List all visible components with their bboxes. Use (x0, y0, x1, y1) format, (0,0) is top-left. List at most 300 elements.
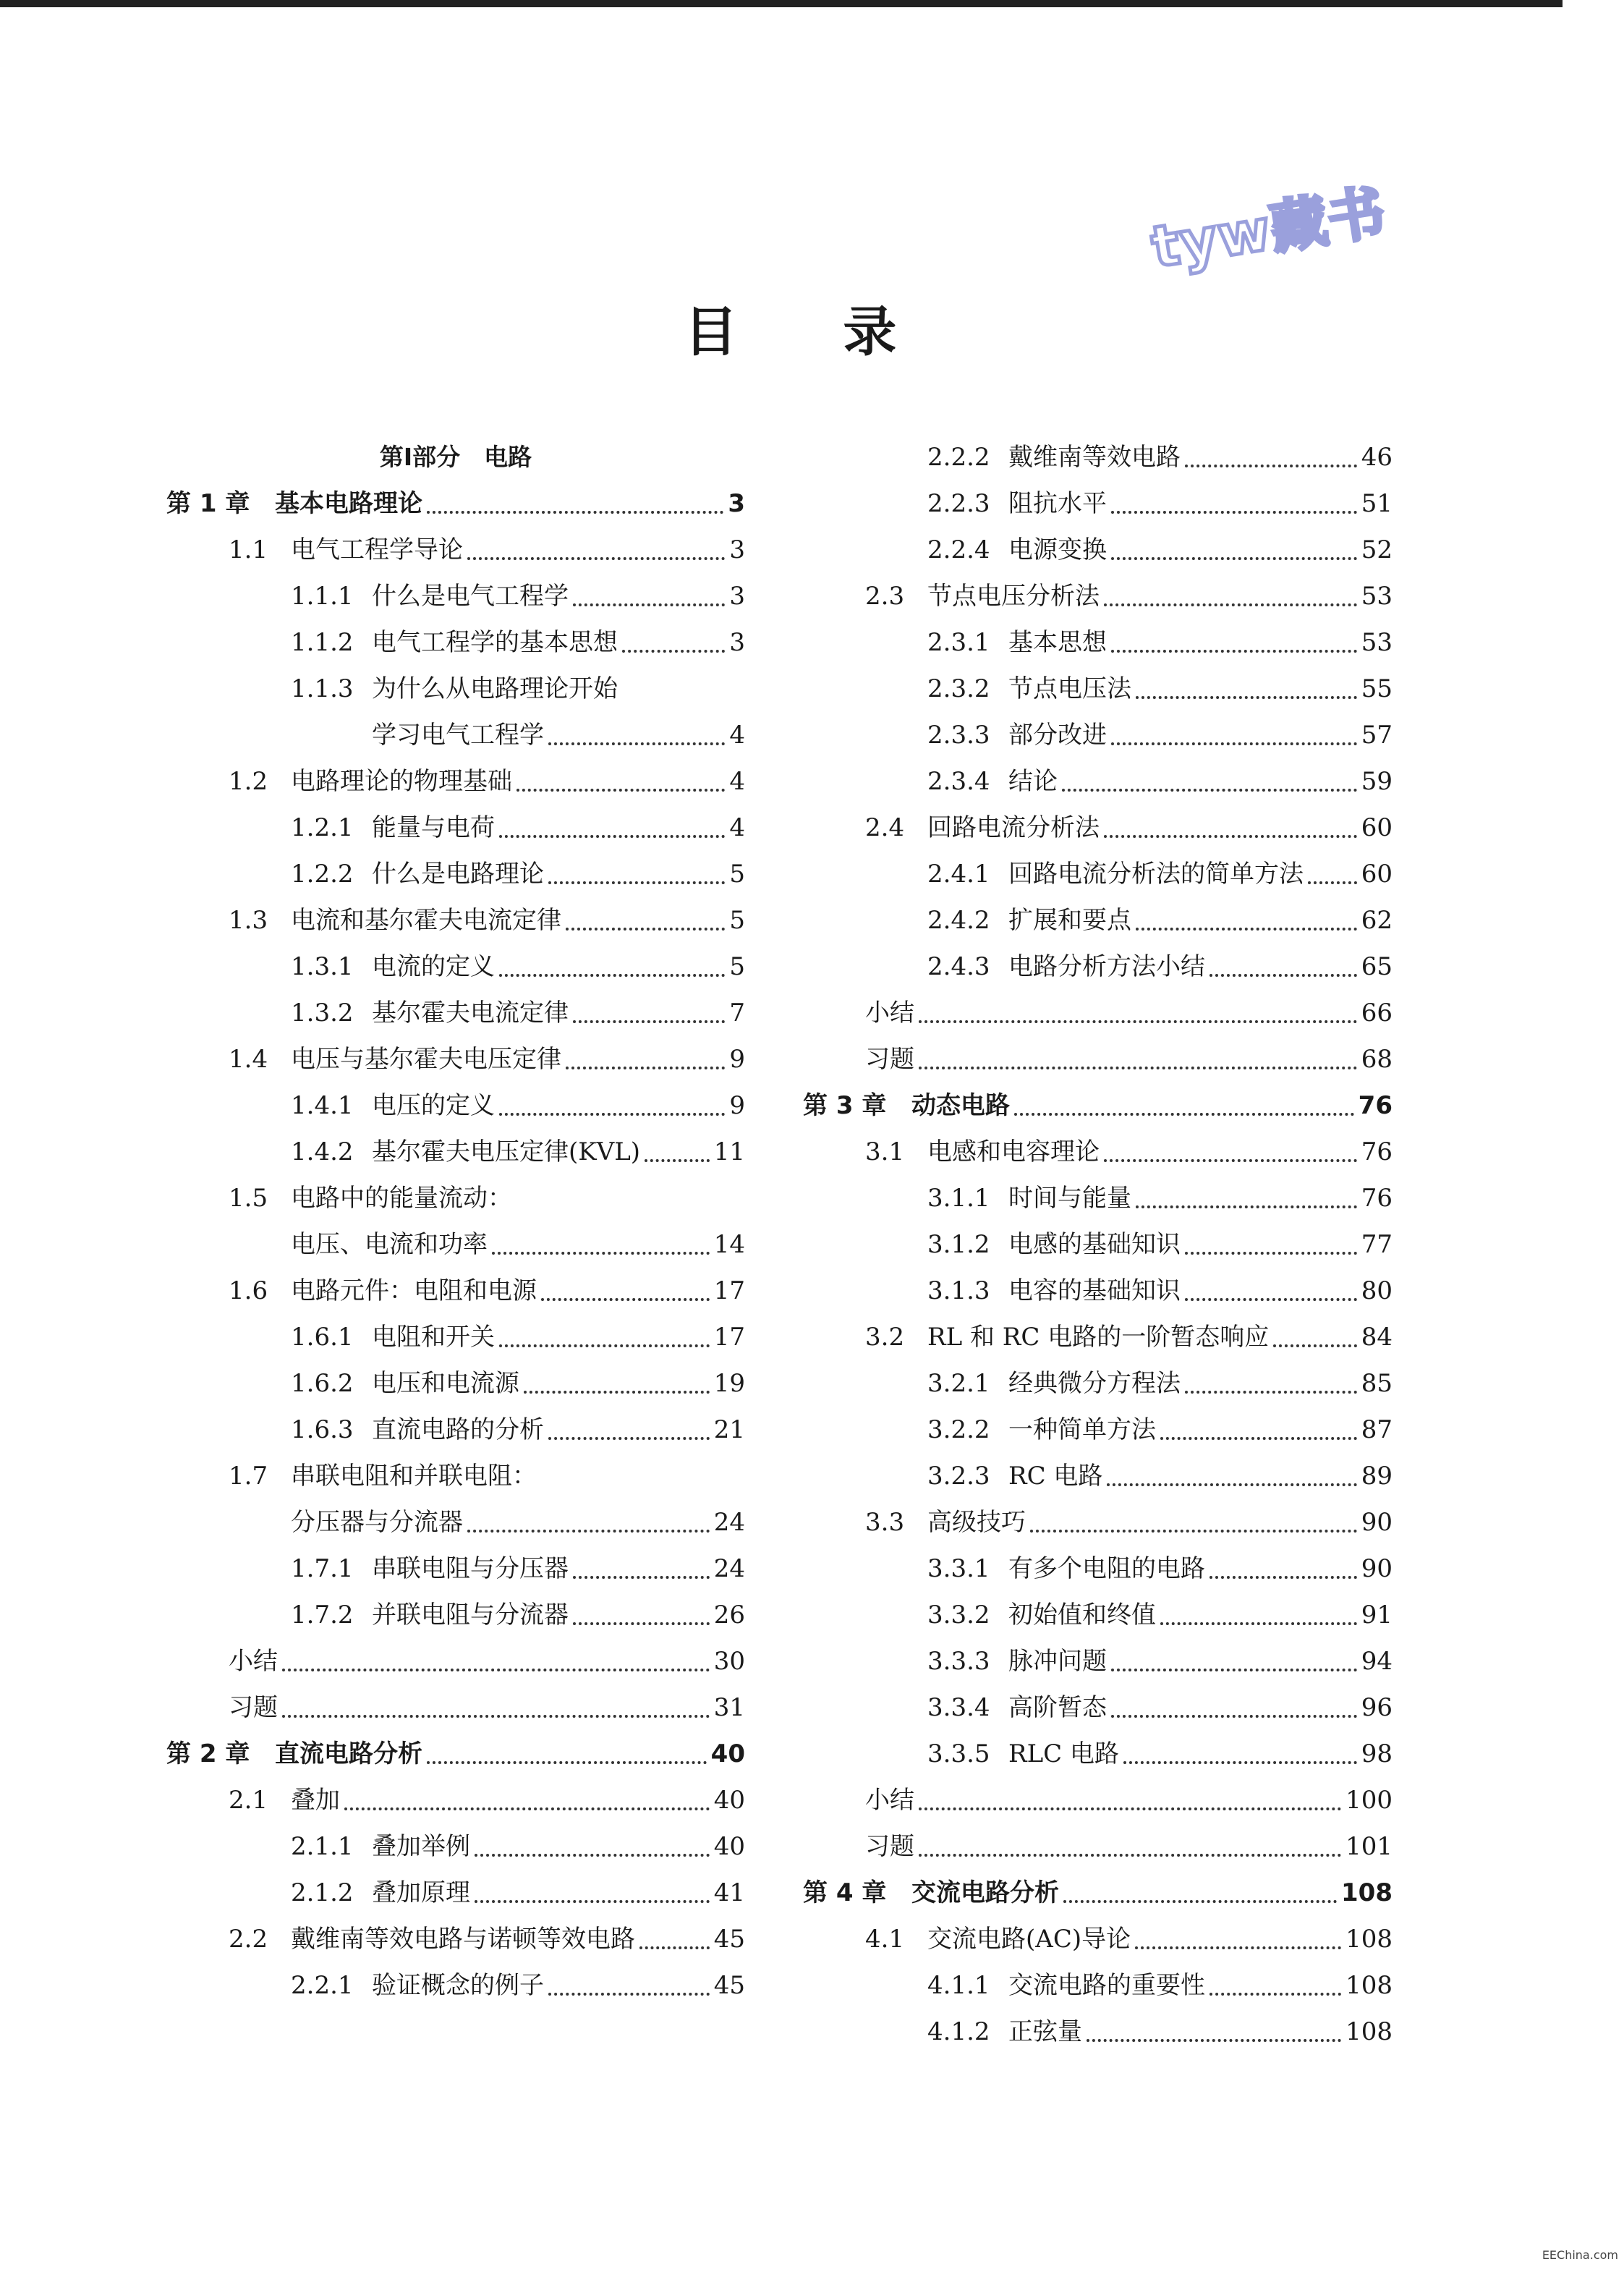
toc-title: 叠加举例 (372, 1832, 470, 1861)
toc-entry-row[interactable] (803, 1175, 1393, 1221)
toc-entry-row[interactable] (166, 1407, 745, 1453)
toc-number: 4.1.2 (927, 2017, 990, 2046)
toc-title: 什么是电路理论 (372, 860, 544, 889)
toc-page-number: 98 (1361, 1739, 1393, 1768)
toc-page-number: 90 (1361, 1554, 1393, 1583)
toc-number: 1.3 (229, 906, 268, 935)
toc-title: 正弦量 (1008, 2017, 1082, 2046)
toc-title: 习题 (865, 1045, 914, 1074)
toc-title: 电气工程学的基本思想 (372, 628, 618, 657)
toc-entry-row[interactable] (166, 1546, 745, 1592)
toc-title: 什么是电气工程学 (372, 582, 569, 611)
toc-number: 2.3.3 (927, 721, 990, 750)
dot-leader (492, 1252, 710, 1255)
toc-number: 1.4.1 (291, 1091, 354, 1120)
dot-leader (1063, 1900, 1337, 1903)
toc-page-number: 96 (1361, 1693, 1393, 1722)
dot-leader (1136, 1205, 1357, 1208)
toc-entry-row[interactable] (166, 851, 745, 897)
toc-entry-row[interactable] (166, 1453, 745, 1499)
dot-leader (1160, 1622, 1357, 1625)
toc-title: 电阻和开关 (372, 1323, 495, 1352)
toc-entry-row[interactable] (803, 1823, 1393, 1870)
toc-chapter-row[interactable] (803, 1870, 1393, 1916)
toc-page-number: 91 (1361, 1601, 1393, 1629)
toc-number: 2.1.1 (291, 1832, 354, 1861)
toc-title: 交流电路分析 (911, 1878, 1059, 1907)
toc-title: 节点电压分析法 (927, 582, 1100, 611)
toc-page-number: 55 (1361, 674, 1393, 703)
toc-number: 1.6.1 (291, 1323, 354, 1352)
toc-entry-row[interactable] (803, 1684, 1393, 1731)
toc-title: 电压、电流和功率 (291, 1230, 488, 1259)
toc-entry-row[interactable] (166, 1129, 745, 1175)
toc-page-number: 76 (1361, 1184, 1393, 1213)
dot-leader (1087, 2039, 1341, 2042)
toc-entry-row[interactable] (166, 1592, 745, 1638)
toc-entry-row[interactable] (166, 1823, 745, 1870)
dot-leader (1185, 465, 1357, 467)
toc-entry-row[interactable] (803, 666, 1393, 712)
toc-entry-row[interactable] (803, 1268, 1393, 1314)
toc-entry-row[interactable] (803, 990, 1393, 1036)
toc-title: 小结 (229, 1647, 278, 1676)
toc-number: 1.2.1 (291, 813, 354, 842)
dot-leader (1210, 1576, 1357, 1579)
toc-entry-row[interactable] (166, 1221, 745, 1268)
toc-page-number: 17 (713, 1276, 745, 1305)
toc-page-number: 60 (1361, 813, 1393, 842)
toc-entry-row[interactable] (803, 851, 1393, 897)
toc-entry-row[interactable] (803, 1638, 1393, 1684)
toc-number: 1.1.3 (291, 674, 354, 703)
toc-number: 1.6 (229, 1276, 268, 1305)
toc-page-number: 4 (729, 767, 745, 796)
dot-leader (344, 1807, 710, 1810)
toc-title: 直流电路的分析 (372, 1415, 544, 1444)
toc-page-number: 41 (713, 1878, 745, 1907)
toc-title: 电感的基础知识 (1008, 1230, 1181, 1259)
toc-number: 3.3 (865, 1508, 905, 1537)
dot-leader (1185, 1391, 1357, 1394)
toc-number: 3.1 (865, 1137, 905, 1166)
toc-entry-row[interactable] (166, 1870, 745, 1916)
dot-leader (1210, 1993, 1341, 1996)
toc-page-number: 60 (1361, 860, 1393, 889)
toc-page-number: 108 (1345, 1971, 1393, 2000)
toc-title: 叠加 (291, 1786, 340, 1815)
toc-entry-row[interactable] (803, 1499, 1393, 1546)
toc-title: RLC 电路 (1008, 1739, 1119, 1768)
toc-entry-row[interactable] (166, 990, 745, 1036)
dot-leader (1030, 1530, 1357, 1533)
toc-number: 1.1.2 (291, 628, 354, 657)
toc-entry-row[interactable] (803, 434, 1393, 480)
dot-leader (1104, 1159, 1357, 1162)
toc-entry-row[interactable] (803, 527, 1393, 573)
toc-page-number: 77 (1361, 1230, 1393, 1259)
toc-number: 第 2 章 (166, 1739, 250, 1768)
toc-page-number: 108 (1345, 1925, 1393, 1954)
toc-title: 电流和基尔霍夫电流定律 (291, 906, 561, 935)
toc-entry-row[interactable] (166, 573, 745, 619)
toc-title: 小结 (865, 1786, 914, 1815)
toc-entry-row[interactable] (803, 1360, 1393, 1407)
toc-page-number: 59 (1361, 767, 1393, 796)
toc-page-number: 9 (729, 1045, 745, 1074)
toc-page-number: 65 (1361, 952, 1393, 981)
toc-entry-row[interactable] (803, 712, 1393, 758)
toc-number: 1.3.1 (291, 952, 354, 981)
dot-leader (1111, 742, 1357, 745)
toc-number: 2.2.2 (927, 443, 990, 472)
toc-number: 2.1 (229, 1786, 268, 1815)
toc-title: 部分改进 (1008, 721, 1107, 750)
toc-title: 基本电路理论 (275, 489, 422, 518)
toc-title: 脉冲问题 (1008, 1647, 1107, 1676)
dot-leader (645, 1159, 710, 1162)
toc-entry-row[interactable] (803, 1036, 1393, 1082)
toc-entry-row[interactable] (166, 805, 745, 851)
dot-leader (524, 1391, 710, 1394)
toc-number: 1.1.1 (291, 582, 354, 611)
toc-number: 2.4 (865, 813, 905, 842)
toc-number: 3.3.2 (927, 1601, 990, 1629)
toc-title: RC 电路 (1008, 1462, 1103, 1491)
toc-entry-row[interactable] (803, 1962, 1393, 2009)
dot-leader (573, 603, 725, 606)
toc-entry-row[interactable] (803, 2009, 1393, 2055)
toc-title: 电路中的能量流动： (291, 1184, 512, 1213)
toc-entry-row[interactable] (166, 1314, 745, 1360)
toc-entry-row[interactable] (166, 1916, 745, 1962)
toc-number: 1.7.2 (291, 1601, 354, 1629)
toc-entry-row[interactable] (166, 1360, 745, 1407)
dot-leader (573, 1020, 725, 1023)
toc-entry-row[interactable] (803, 480, 1393, 527)
toc-title: 高阶暂态 (1008, 1693, 1107, 1722)
toc-number: 第 3 章 (803, 1091, 887, 1120)
toc-page-number: 7 (729, 999, 745, 1027)
dot-leader (566, 928, 725, 931)
dot-leader (499, 1344, 710, 1347)
toc-page-number: 80 (1361, 1276, 1393, 1305)
toc-number: 2.3.4 (927, 767, 990, 796)
toc-page-number: 87 (1361, 1415, 1393, 1444)
toc-page-number: 45 (713, 1971, 745, 2000)
dot-leader (548, 742, 725, 745)
toc-number: 1.7.1 (291, 1554, 354, 1583)
toc-number: 1.5 (229, 1184, 268, 1213)
toc-title: 分压器与分流器 (291, 1508, 463, 1537)
part-heading: 第Ⅰ部分 电路 (379, 443, 532, 471)
toc-page-number: 3 (729, 535, 745, 564)
toc-page-number: 5 (729, 860, 745, 889)
toc-title: 结论 (1008, 767, 1058, 796)
toc-page-number: 57 (1361, 721, 1393, 750)
toc-column-right (803, 434, 1393, 2055)
toc-entry-row[interactable] (803, 1314, 1393, 1360)
dot-leader (1123, 1761, 1357, 1764)
toc-title: 小结 (865, 999, 914, 1027)
toc-page-number: 52 (1361, 535, 1393, 564)
toc-title: 学习电气工程学 (372, 721, 544, 750)
toc-number: 1.1 (229, 535, 268, 564)
dot-leader (1273, 1344, 1357, 1347)
dot-leader (573, 1622, 710, 1625)
dot-leader (1136, 928, 1357, 931)
toc-title: 扩展和要点 (1008, 906, 1131, 935)
top-rule (0, 0, 1563, 7)
toc-page-number: 62 (1361, 906, 1393, 935)
toc-title: 时间与能量 (1008, 1184, 1131, 1213)
toc-title: 电路元件：电阻和电源 (291, 1276, 537, 1305)
toc-entry-row[interactable] (803, 944, 1393, 990)
dot-leader (1135, 1946, 1341, 1949)
toc-title: 为什么从电路理论开始 (372, 674, 618, 703)
toc-chapter-row[interactable] (803, 1082, 1393, 1129)
toc-number: 2.2.4 (927, 535, 990, 564)
toc-page-number: 30 (713, 1647, 745, 1676)
toc-number: 1.6.3 (291, 1415, 354, 1444)
toc-title: 叠加原理 (372, 1878, 470, 1907)
toc-entry-row[interactable] (166, 666, 745, 712)
dot-leader (467, 557, 725, 560)
toc-entry-row[interactable] (803, 1731, 1393, 1777)
toc-number: 1.2.2 (291, 860, 354, 889)
toc-entry-row[interactable] (803, 1407, 1393, 1453)
toc-title: 电路分析方法小结 (1008, 952, 1205, 981)
toc-page-number: 100 (1345, 1786, 1393, 1815)
toc-entry-row[interactable] (166, 527, 745, 573)
dot-leader (1014, 1113, 1354, 1116)
toc-page-number: 4 (729, 721, 745, 750)
toc-page-number: 14 (713, 1230, 745, 1259)
toc-entry-row[interactable] (803, 1777, 1393, 1823)
toc-title: 直流电路分析 (275, 1739, 422, 1768)
toc-chapter-row[interactable] (166, 480, 745, 527)
toc-entry-row[interactable] (803, 1592, 1393, 1638)
toc-entry-row[interactable] (166, 1638, 745, 1684)
toc-entry-row[interactable] (166, 1777, 745, 1823)
dot-leader (1111, 1669, 1357, 1671)
dot-leader (1104, 603, 1357, 606)
toc-title: 电流的定义 (372, 952, 495, 981)
toc-entry-row[interactable] (166, 1684, 745, 1731)
toc-title: 基尔霍夫电流定律 (372, 999, 569, 1027)
toc-page-number: 101 (1345, 1832, 1393, 1861)
toc-number: 2.2.1 (291, 1971, 354, 2000)
dot-leader (548, 1437, 710, 1440)
toc-page-number: 51 (1361, 489, 1393, 518)
toc-number: 3.2.3 (927, 1462, 990, 1491)
dot-leader (499, 835, 725, 838)
toc-entry-row[interactable] (803, 619, 1393, 666)
toc-number: 1.3.2 (291, 999, 354, 1027)
toc-entry-row[interactable] (166, 897, 745, 944)
toc-page-number: 21 (713, 1415, 745, 1444)
dot-leader (622, 650, 725, 653)
toc-title: 节点电压法 (1008, 674, 1131, 703)
toc-number: 3.3.1 (927, 1554, 990, 1583)
dot-leader (1111, 557, 1357, 560)
toc-page-number: 3 (729, 628, 745, 657)
toc-title: 串联电阻与分压器 (372, 1554, 569, 1583)
toc-number: 3.1.1 (927, 1184, 990, 1213)
toc-title: 经典微分方程法 (1008, 1369, 1181, 1398)
toc-entry-row[interactable] (166, 1499, 745, 1546)
toc-page-number: 11 (713, 1137, 745, 1166)
footer-site: EEChina.com (1542, 2248, 1618, 2262)
toc-title: 基本思想 (1008, 628, 1107, 657)
toc-page-number: 108 (1341, 1878, 1393, 1907)
dot-leader (919, 1807, 1341, 1810)
toc-page-number: 9 (729, 1091, 745, 1120)
toc-page-number: 108 (1345, 2017, 1393, 2046)
toc-entry-row[interactable] (803, 1221, 1393, 1268)
dot-leader (1136, 696, 1357, 699)
toc-title: 有多个电阻的电路 (1008, 1554, 1205, 1583)
toc-page-number: 40 (713, 1832, 745, 1861)
dot-leader (573, 1576, 710, 1579)
toc-number: 1.4.2 (291, 1137, 354, 1166)
dot-leader (499, 974, 725, 977)
toc-page-number: 89 (1361, 1462, 1393, 1491)
toc-number: 第 1 章 (166, 489, 250, 518)
dot-leader (1308, 881, 1357, 884)
toc-title: 能量与电荷 (372, 813, 495, 842)
toc-title: 串联电阻和并联电阻： (291, 1462, 537, 1491)
dot-leader (427, 511, 723, 514)
toc-page-number: 53 (1361, 582, 1393, 611)
toc-title: 一种简单方法 (1008, 1415, 1156, 1444)
toc-title: 戴维南等效电路 (1008, 443, 1181, 472)
toc-entry-row[interactable] (803, 1916, 1393, 1962)
toc-number: 3.2.2 (927, 1415, 990, 1444)
toc-entry-row[interactable] (803, 1453, 1393, 1499)
toc-number: 3.3.5 (927, 1739, 990, 1768)
toc-entry-row[interactable] (166, 1175, 745, 1221)
dot-leader (1107, 1483, 1356, 1486)
toc-page-number: 90 (1361, 1508, 1393, 1537)
toc-title: 戴维南等效电路与诺顿等效电路 (291, 1925, 635, 1954)
toc-number: 1.7 (229, 1462, 268, 1491)
toc-entry-row[interactable] (803, 1129, 1393, 1175)
toc-entry-row[interactable] (166, 1036, 745, 1082)
toc-number: 2.4.1 (927, 860, 990, 889)
dot-leader (475, 1854, 710, 1857)
toc-title: 交流电路(AC)导论 (927, 1925, 1131, 1954)
toc-page-number: 24 (713, 1554, 745, 1583)
dot-leader (475, 1900, 710, 1903)
dot-leader (1185, 1252, 1357, 1255)
page-title: 目 录 (684, 301, 940, 363)
toc-page-number: 76 (1358, 1091, 1393, 1120)
dot-leader (548, 1993, 710, 1996)
toc-title: 习题 (229, 1693, 278, 1722)
dot-leader (516, 789, 725, 792)
toc-title: 初始值和终值 (1008, 1601, 1156, 1629)
toc-page-number: 4 (729, 813, 745, 842)
toc-title: 交流电路的重要性 (1008, 1971, 1205, 2000)
toc-title: 回路电流分析法的简单方法 (1008, 860, 1304, 889)
toc-title: 电压和电流源 (372, 1369, 519, 1398)
toc-page-number: 31 (713, 1693, 745, 1722)
toc-entry-row[interactable] (166, 944, 745, 990)
toc-number: 2.3.2 (927, 674, 990, 703)
dot-leader (548, 881, 725, 884)
dot-leader (919, 1854, 1341, 1857)
toc-page-number: 17 (713, 1323, 745, 1352)
toc-entry-row[interactable] (803, 1546, 1393, 1592)
toc-entry-row[interactable] (166, 1082, 745, 1129)
dot-leader (919, 1020, 1357, 1023)
toc-entry-row[interactable] (803, 805, 1393, 851)
toc-number: 3.2 (865, 1323, 905, 1352)
toc-title: 电源变换 (1008, 535, 1107, 564)
toc-number: 1.4 (229, 1045, 268, 1074)
toc-entry-row[interactable] (166, 1962, 745, 2009)
toc-title: 电气工程学导论 (291, 535, 463, 564)
toc-entry-row[interactable] (803, 897, 1393, 944)
toc-entry-row[interactable] (166, 1268, 745, 1314)
dot-leader (282, 1715, 710, 1718)
toc-page-number: 68 (1361, 1045, 1393, 1074)
toc-page-number: 53 (1361, 628, 1393, 657)
toc-title: 回路电流分析法 (927, 813, 1100, 842)
toc-page-number: 24 (713, 1508, 745, 1537)
toc-page-number: 94 (1361, 1647, 1393, 1676)
toc-number: 2.3.1 (927, 628, 990, 657)
toc-entry-row[interactable] (803, 758, 1393, 805)
toc-page-number: 76 (1361, 1137, 1393, 1166)
toc-page-number: 85 (1361, 1369, 1393, 1398)
toc-page-number: 40 (713, 1786, 745, 1815)
dot-leader (1111, 1715, 1357, 1718)
toc-number: 4.1 (865, 1925, 905, 1954)
dot-leader (1185, 1298, 1357, 1301)
toc-number: 3.1.2 (927, 1230, 990, 1259)
toc-number: 2.4.2 (927, 906, 990, 935)
toc-page-number: 26 (713, 1601, 745, 1629)
dot-leader (1062, 789, 1357, 792)
toc-title: 电感和电容理论 (927, 1137, 1100, 1166)
toc-entry-row[interactable] (166, 712, 745, 758)
toc-page-number: 3 (728, 489, 745, 518)
dot-leader (1111, 511, 1357, 514)
dot-leader (541, 1298, 710, 1301)
dot-leader (467, 1530, 710, 1533)
toc-number: 3.2.1 (927, 1369, 990, 1398)
toc-title: 电压的定义 (372, 1091, 495, 1120)
toc-chapter-row[interactable] (166, 1731, 745, 1777)
toc-number: 2.4.3 (927, 952, 990, 981)
toc-title: 验证概念的例子 (372, 1971, 544, 2000)
toc-number: 第 4 章 (803, 1878, 887, 1907)
toc-title: RL 和 RC 电路的一阶暂态响应 (927, 1323, 1270, 1352)
toc-entry-row[interactable] (166, 619, 745, 666)
toc-title: 基尔霍夫电压定律(KVL) (372, 1137, 641, 1166)
dot-leader (1160, 1437, 1357, 1440)
toc-title: 习题 (865, 1832, 914, 1861)
toc-page-number: 45 (713, 1925, 745, 1954)
watermark-logo: tyw藏书 (1147, 179, 1391, 281)
toc-entry-row[interactable] (803, 573, 1393, 619)
toc-entry-row[interactable] (166, 758, 745, 805)
toc-title: 电容的基础知识 (1008, 1276, 1181, 1305)
toc-number: 2.2 (229, 1925, 268, 1954)
dot-leader (427, 1761, 707, 1764)
